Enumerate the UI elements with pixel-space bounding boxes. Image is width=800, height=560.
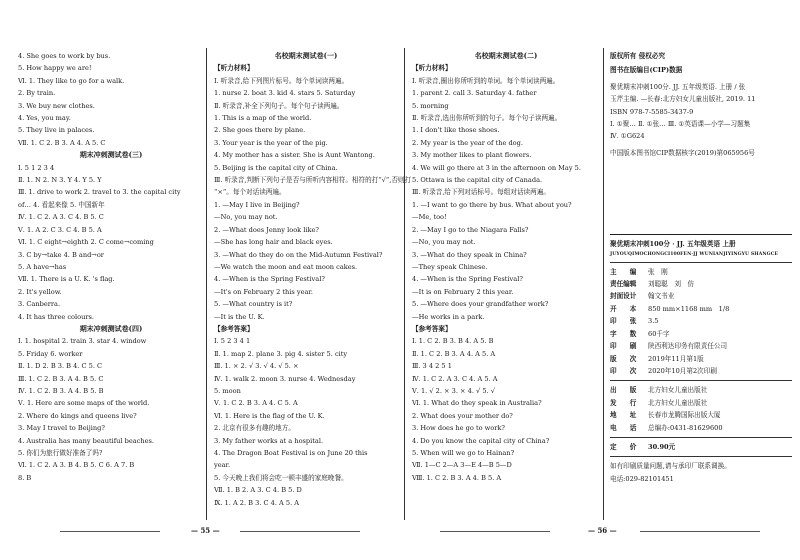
publisher-row-value: 北方妇女儿童出版社 [648,398,708,407]
answer-line: Ⅱ. 听录音,补全下列句子。每个句子读两遍。 [214,101,344,110]
section-subheading: 【听力材料】 [412,64,452,73]
publisher-row-value: 长春市龙腾国际出版大厦 [648,411,721,420]
answer-line: 5. How happy we are! [18,64,92,73]
section-title: 名校期末测试卷(一) [274,51,338,60]
answer-line: 3. We buy new clothes. [18,101,95,110]
column-divider [603,48,604,520]
answer-line: 1. nurse 2. boat 3. kid 4. stars 5. Saturday [214,89,356,98]
answer-line: 5. 今天晚上我们将会吃一顿丰盛的家庭晚餐。 [214,473,348,482]
answer-line: —Me, too! [412,213,447,222]
book-detail-row-value: 张 刚 [648,267,668,276]
answer-line: Ⅲ. 听录音,给下列对话标号。每组对话读两遍。 [412,188,550,197]
answer-line: 3. May I travel to Beijing? [18,424,105,433]
answer-line: Ⅱ. 1. N 2. N 3. Y 4. Y 5. Y [18,176,102,185]
answer-line: Ⅸ. 1. A 2. B 3. C 4. A 5. A [214,498,300,507]
answer-line: 3. Canberra. [18,300,61,309]
answer-line: 5. morning [412,101,449,110]
section-subheading: 【听力材料】 [214,64,254,73]
answer-line: Ⅰ. 听录音,圈出你所听到的单词。每个单词读两遍。 [412,76,560,85]
answer-line: Ⅵ. 1. They like to go for a walk. [18,76,125,85]
answer-line: Ⅷ. 1. C 2. B 3. A 4. B 5. A [412,473,502,482]
answer-line: 5. A have→has [18,262,67,271]
answer-line: —They speak Chinese. [412,262,488,271]
answer-line: Ⅲ. 1. drive to work 2. travel to 3. the capital city [18,188,181,197]
publisher-row-label: 发 行 [610,398,637,407]
answer-line: —It is the U. K. [214,312,265,321]
answer-line: Ⅰ. 1. C 2. B 3. B 4. A 5. B [412,337,494,346]
answer-line: —She has long hair and black eyes. [214,238,333,247]
answer-line: “×”。每个对话读两遍。 [214,188,286,197]
book-detail-row-value: 翰文书业 [648,292,675,301]
book-detail-row-label: 印 刷 [610,342,637,351]
publisher-row-label: 电 话 [610,423,637,432]
answer-line: Ⅵ. 1. What do they speak in Australia? [412,399,542,408]
footer-rule [240,531,360,532]
notice-line: 如有印刷质量问题,请与承印厂联系调换。 [610,462,731,471]
answer-line: year. [214,461,231,470]
answer-line: Ⅰ. 听录音,给下列图片标号。每个单词读两遍。 [214,76,349,85]
answer-line: Ⅴ. 1. C 2. B 3. A 4. C 5. A [214,399,298,408]
section-title: 名校期末测试卷(二) [474,51,538,60]
book-detail-row [610,266,792,278]
book-detail-row [610,303,792,315]
cip-line: Ⅰ. ①聚… Ⅱ. ①张… Ⅲ. ①英语课—小学—习题集 [610,120,751,129]
answer-line: 5. moon [214,386,241,395]
answer-line: 5. 你们为旅行做好准备了吗? [18,449,103,457]
answer-column-1 [18,50,204,484]
answer-line: Ⅰ. 5 2 3 4 1 [214,337,251,346]
answer-line: Ⅱ. 1. D 2. B 3. B 4. C 5. C [18,362,103,371]
copyright-notice: 版权所有 侵权必究 [610,52,666,60]
answer-line: Ⅵ. 1. Here is the flag of the U. K. [214,411,325,420]
book-detail-row [610,328,792,340]
answer-line: Ⅲ. 1. C 2. B 3. A 4. B 5. C [18,374,104,383]
answer-line: 3. My father works at a hospital. [214,436,324,445]
book-title: 聚优期末冲刺100分 · JJ. 五年级英语 上册 [610,240,736,249]
answer-line: 2. What does your mother do? [412,411,513,420]
book-detail-row [610,278,792,290]
book-title-pinyin: JUYOUQIMOCHONGCI100FEN·JJ WUNIANJIYINGYU SHANGCE [610,251,779,257]
answer-line: 4. It has three colours. [18,312,94,321]
cip-line: 玉芹主编. —长春:北方妇女儿童出版社, 2019. 11 [610,95,756,104]
column-divider [206,48,207,520]
answer-line: 1. —I want to go there by bus. What about you? [412,200,572,209]
footer-rule [640,531,760,532]
answer-line: Ⅴ. 1. √ 2. × 3. × 4. √ 5. √ [412,386,495,395]
answer-line: 2. —May I go to the Niagara Falls? [412,225,529,234]
publisher-row [610,384,792,396]
page-number-left: — 55 — [191,526,220,535]
answer-line: 4. She goes to work by bus. [18,52,111,60]
answer-line: Ⅴ. 1. A 2. C 3. C 4. B 5. A [18,225,102,234]
answer-line: 2. 北京有很多有趣的地方。 [214,424,295,433]
answer-line: 4. The Dragon Boat Festival is on June 20 this [214,449,368,457]
answer-line: Ⅶ. 1. There is a U. K. 's flag. [18,275,115,284]
book-detail-row-label: 责任编辑 [610,280,637,289]
cip-line: 聚优期末冲刺100分. JJ. 五年级英语. 上册 / 张 [610,82,746,91]
answer-line: 1. —May I live in Beijing? [214,200,300,209]
answer-line: —No, you may not. [412,238,476,247]
footer-rule [60,531,160,532]
answer-line: —We watch the moon and eat moon cakes. [214,262,358,271]
answer-line: Ⅶ. 1. B 2. A 3. C 4. B 5. D [214,486,302,495]
footer-rule [440,531,550,532]
answer-line: 5. —What country is it? [214,300,293,309]
answer-line: 5. Ottawa is the capital city of Canada. [412,176,543,185]
answer-line: Ⅱ. 1. map 2. plane 3. pig 4. sister 5. city [214,349,348,358]
book-detail-row [610,290,792,302]
answer-line: 1. This is a map of the world. [214,114,312,123]
page-number-right: — 56 — [588,526,617,535]
answer-line: —It's on February 2 this year. [214,287,313,296]
answer-line: Ⅳ. 1. walk 2. moon 3. nurse 4. Wednesday [214,374,356,383]
section-subheading: 【参考答案】 [214,324,254,333]
answer-line: 2. —What does Jenny look like? [214,225,319,234]
answer-line: 2. It's yellow. [18,287,62,296]
book-detail-row [610,340,792,352]
colophon-column [610,50,792,485]
answer-line: —No, you may not. [214,213,278,222]
answer-line: of… 4. 看起来像 5. 中国新年 [18,200,105,209]
answer-line: 2. My year is the year of the dog. [412,138,523,147]
answer-line: —He works in a park. [412,312,485,321]
answer-line: 3. —What do they speak in China? [412,250,527,259]
answer-line: 4. Do you know the capital city of China? [412,436,550,445]
answer-line: Ⅳ. 1. C 2. B 3. A 4. B 5. B [18,386,104,395]
book-detail-row-label: 印 次 [610,366,637,375]
answer-line: Ⅶ. 1. C 2. B 3. A 4. A 5. C [18,138,106,147]
answer-line: Ⅶ. 1—C 2—A 3—E 4—B 5—D [412,461,512,470]
section-subheading: 【参考答案】 [412,324,452,333]
answer-line: 1. parent 2. call 3. Saturday 4. father [412,89,537,98]
answer-line: 4. We will go there at 3 in the afternoon on May 5. [412,163,581,172]
column-divider [404,48,405,520]
answer-line: 3. C by→take 4. B and→or [18,250,104,259]
answer-column-3 [412,50,600,484]
cip-title: 图书在版编目(CIP)数据 [610,66,683,75]
answer-line: 8. B [18,473,32,482]
answer-line: 4. Yes, you may. [18,114,71,123]
answer-line: Ⅳ. 1. C 2. A 3. C 4. A 5. A [412,374,498,383]
book-detail-row-value: 陕西利达印务有限责任公司 [648,342,728,351]
publisher-row-label: 出 版 [610,386,637,395]
publisher-row-value: 总编办:0431-81629600 [648,423,723,432]
book-detail-row-label: 封面设计 [610,292,637,301]
book-detail-row [610,353,792,365]
answer-line: 4. Australia has many beautiful beaches. [18,436,154,445]
answer-line: 1. I don't like those shoes. [412,126,500,135]
book-detail-row-label: 开 本 [610,304,637,313]
price-value: 30.90元 [648,442,676,451]
book-detail-row [610,315,792,327]
book-detail-row-label: 字 数 [610,329,637,338]
answer-line: —It is on February 2 this year. [412,287,514,296]
answer-line: Ⅰ. 1. hospital 2. train 3. star 4. window [18,337,147,346]
section-title: 期末冲刺测试卷(三) [79,150,143,160]
book-detail-row-value: 850 mm×1168 mm 1/8 [648,304,730,313]
publisher-row [610,422,792,434]
publisher-row [610,397,792,409]
answer-line: 5. Friday 6. worker [18,349,83,358]
answer-line: Ⅲ. 1. × 2. √ 3. √ 4. √ 5. × [214,362,299,371]
answer-line: 5. —Where does your grandfather work? [412,300,549,309]
cip-line: ISBN 978-7-5585-3437-9 [610,107,694,116]
answer-line: 2. She goes there by plane. [214,126,306,135]
answer-line: 4. My mother has a sister. She is Aunt Wantong. [214,151,375,160]
book-detail-row-value: 2019年11月第1版 [648,354,704,363]
publisher-row-label: 地 址 [610,411,637,420]
answer-line: Ⅲ. 听录音,判断下列句子是否与所听内容相符。相符的打“√”,否则打 [214,176,412,185]
price-label: 定 价 [610,442,637,451]
book-detail-row-label: 主 编 [610,267,637,276]
answer-line: 2. By train. [18,89,56,98]
book-detail-row [610,365,792,377]
answer-line: 3. My mother likes to plant flowers. [412,151,532,160]
cip-line: Ⅳ. ①G624 [610,132,645,141]
book-detail-row-label: 版 次 [610,354,637,363]
book-detail-row-value: 刘聪聪 刘 仿 [648,280,695,289]
answer-line: 4. —When is the Spring Festival? [412,275,523,284]
answer-line: Ⅱ. 1. C 2. B 3. A 4. A 5. A [412,349,496,358]
answer-line: 4. —When is the Spring Festival? [214,275,325,284]
notice-line: 电话:029-82101451 [610,474,674,483]
answer-line: 3. How does he go to work? [412,424,505,433]
book-detail-row-value: 2020年10月第2次印刷 [648,366,717,375]
book-detail-row-label: 印 张 [610,317,637,326]
price-row [610,441,792,453]
answer-line: Ⅵ. 1. C 2. A 3. B 4. B 5. C 6. A 7. B [18,461,135,470]
publisher-row-value: 北方妇女儿童出版社 [648,386,708,395]
section-title: 期末冲刺测试卷(四) [79,323,143,333]
answer-column-2 [214,50,412,509]
book-detail-row-value: 60千字 [648,329,670,338]
answer-line: Ⅳ. 1. C 2. A 3. C 4. B 5. C [18,213,104,222]
answer-line: Ⅲ. 3 4 2 5 1 [412,362,452,371]
answer-line: 5. When will we go to Hainan? [412,449,515,457]
answer-line: 3. —What do they do on the Mid-Autumn Festival? [214,250,383,259]
answer-line: Ⅴ. 1. Here are some maps of the world. [18,399,150,408]
answer-line: Ⅵ. 1. C eight→eighth 2. C come→coming [18,238,154,247]
publisher-row [610,409,792,421]
answer-line: 2. Where do kings and queens live? [18,411,137,420]
answer-line: 3. Your year is the year of the pig. [214,138,328,147]
cip-line: 中国版本图书馆CIP数据核字(2019)第065956号 [610,148,755,157]
book-detail-row-value: 3.5 [648,317,659,326]
answer-line: 5. They live in palaces. [18,126,95,135]
answer-line: 5. Beijing is the capital city of China. [214,163,338,172]
answer-line: Ⅰ. 5 1 2 3 4 [18,163,55,172]
answer-line: Ⅱ. 听录音,选出你所听到的句子。每个句子读两遍。 [412,114,562,123]
